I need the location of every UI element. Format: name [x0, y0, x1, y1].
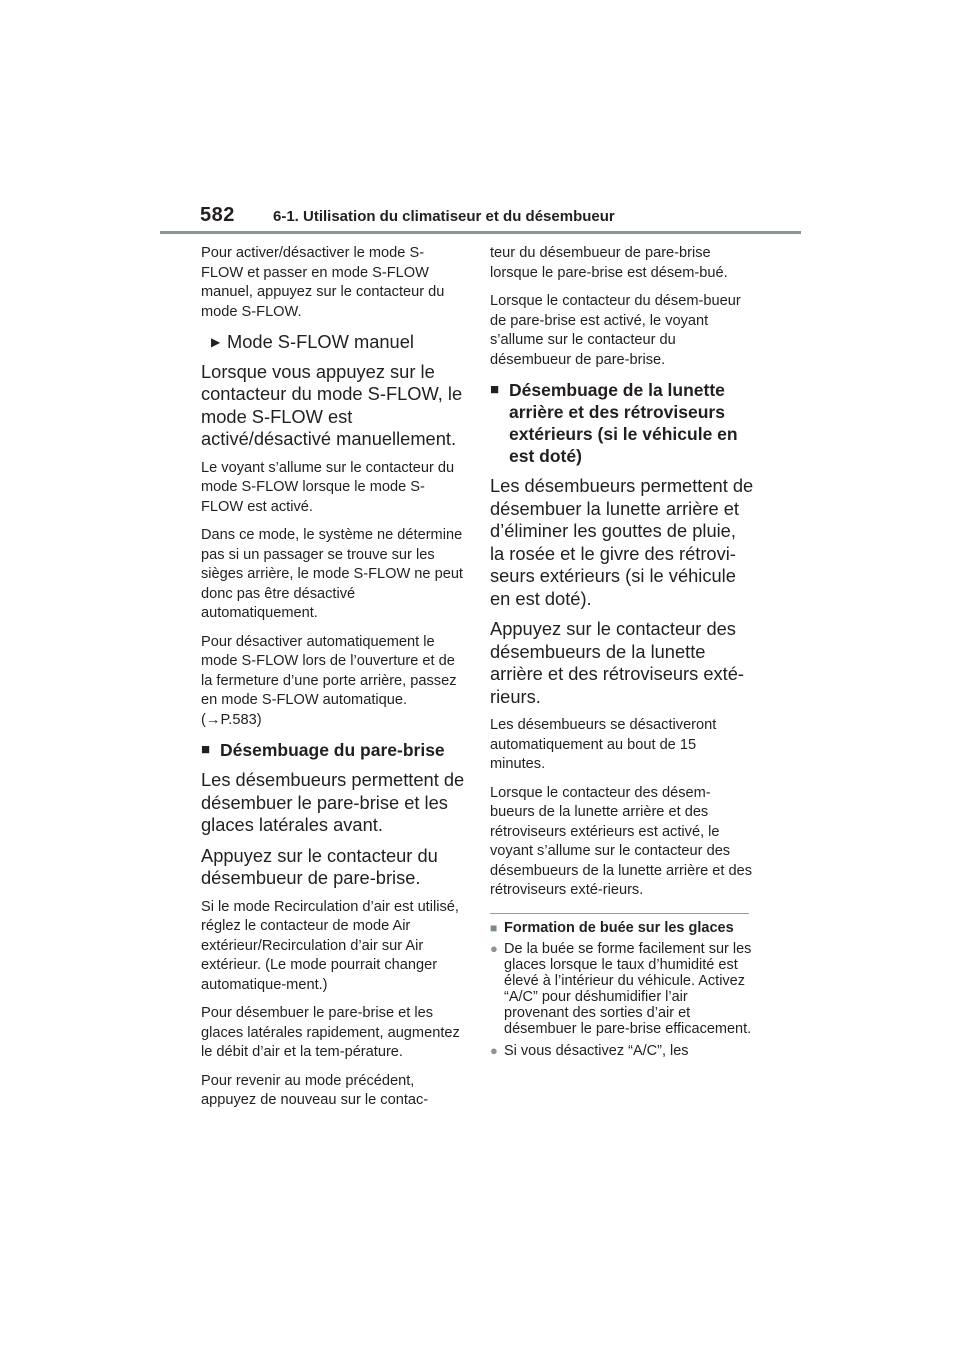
page-header: [0, 0, 960, 240]
triangle-bullet-icon: ▶: [211, 335, 221, 349]
section-heading-label: Désembuage de la lunette arrière et des rétroviseurs extérieurs (si le véhicule en est doté): [509, 380, 738, 466]
sub-heading: [211, 331, 465, 354]
paragraph: Lorsque vous appuyez sur le contacteur du mode S-FLOW, le mode S-FLOW est activé/désactivé manuellement.: [201, 360, 463, 449]
list-item-text: Si vous désactivez “A/C”, les: [504, 1042, 689, 1059]
paragraph: Les désembueurs se désactiveront automatiquement au bout de 15 minutes.: [490, 717, 717, 772]
note-heading: [490, 920, 754, 936]
list-item: [490, 1043, 754, 1059]
square-bullet-icon: ■: [490, 920, 498, 935]
circle-bullet-icon: ●: [490, 1042, 498, 1058]
notes-divider: [490, 913, 749, 914]
section-heading: [490, 379, 754, 467]
paragraph: Le voyant s’allume sur le contacteur du mode S-FLOW lorsque le mode S-FLOW est activé.: [201, 459, 455, 515]
paragraph: Lorsque le contacteur du désem-bueur de pare-brise est activé, le voyant s’allume sur le contacteur du désembueur de pare-brise.: [490, 293, 741, 368]
paragraph: Lorsque le contacteur des désem-bueurs de la lunette arrière et des rétroviseurs extérieurs est activé, le voyant s’allume sur le contacteur des désembueurs de la lunette arrière et des rétroviseurs exté-rieurs.: [490, 784, 753, 898]
list-item: [490, 941, 754, 1037]
paragraph: Pour désembuer le pare-brise et les glaces latérales rapidement, augmentez le débit d’air et la tem-pérature.: [201, 1005, 460, 1060]
paragraph: Les désembueurs permettent de désembuer le pare-brise et les glaces latérales avant.: [201, 769, 465, 835]
header-divider: [160, 231, 801, 234]
paragraph: Appuyez sur le contacteur du désembueur de pare-brise.: [201, 844, 438, 888]
right-column: [490, 244, 754, 1065]
square-bullet-icon: ■: [490, 381, 500, 398]
paragraph: Pour désactiver automatiquement le mode S-FLOW lors de l’ouverture et de la fermeture d’une porte arrière, passez en mode S-FLOW automatique. (→P.583): [201, 633, 457, 728]
paragraph: Appuyez sur le contacteur des désembueurs de la lunette arrière et des rétroviseurs exté-rieurs.: [490, 618, 745, 707]
circle-bullet-icon: ●: [490, 940, 498, 956]
left-column: [201, 244, 465, 1120]
note-heading-label: Formation de buée sur les glaces: [504, 919, 734, 936]
paragraph: teur du désembueur de pare-brise lorsque le pare-brise est désem-bué.: [490, 245, 728, 281]
section-title: 6-1. Utilisation du climatiseur et du désembueur: [273, 208, 615, 225]
list-item-text: De la buée se forme facilement sur les glaces lorsque le taux d’humidité est élevé à l’intérieur du véhicule. Activez “A/C” pour déshumidifier l’air provenant des sorties d’air et désembuer le pare-brise efficacement.: [504, 940, 752, 1037]
paragraph: Pour activer/désactiver le mode S-FLOW et passer en mode S-FLOW manuel, appuyez sur le contacteur du mode S-FLOW.: [201, 245, 445, 320]
square-bullet-icon: ■: [201, 741, 211, 758]
paragraph: Les désembueurs permettent de désembuer la lunette arrière et d’éliminer les gouttes de pluie, la rosée et le givre des rétrovi-seurs extérieurs (si le véhicule en est doté).: [490, 475, 754, 609]
section-heading: [201, 739, 465, 761]
paragraph: Pour revenir au mode précédent, appuyez de nouveau sur le contac-: [201, 1072, 429, 1108]
page-number: 582: [200, 204, 235, 226]
paragraph: Si le mode Recirculation d’air est utilisé, réglez le contacteur de mode Air extérieur/Recirculation d’air sur Air extérieur. (Le mode pourrait changer automatique-ment.): [201, 898, 459, 993]
section-heading-label: Désembuage du pare-brise: [220, 740, 445, 760]
paragraph: Dans ce mode, le système ne détermine pas si un passager se trouve sur les sièges arrière, le mode S-FLOW ne peut donc pas être désactivé automatiquement.: [201, 527, 463, 621]
sub-heading-label: Mode S-FLOW manuel: [227, 331, 414, 352]
